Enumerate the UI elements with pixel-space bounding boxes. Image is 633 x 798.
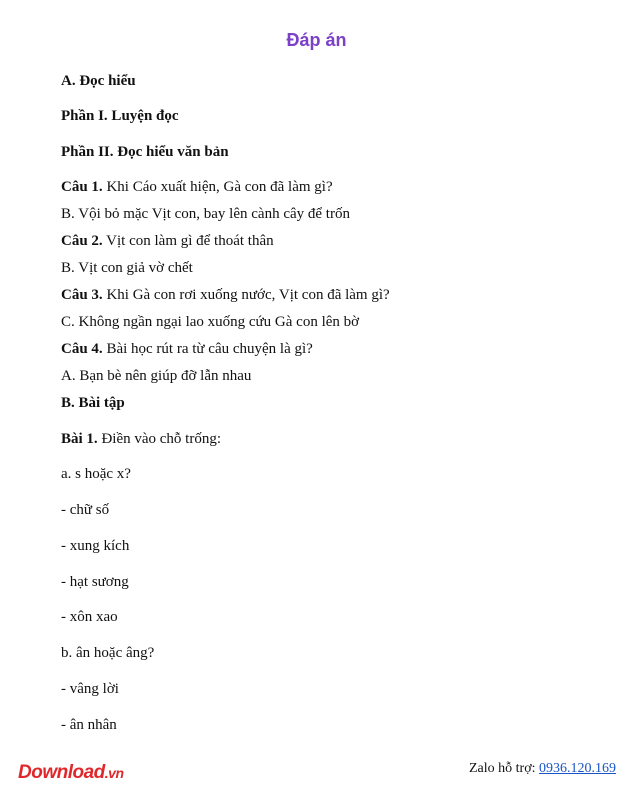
question-1: [61, 178, 333, 196]
section-b-heading: B. Bài tập: [61, 395, 125, 411]
question-text: Bài học rút ra từ câu chuyện là gì?: [102, 341, 313, 357]
download-logo[interactable]: [18, 762, 124, 784]
exercise-text: Điền vào chỗ trống:: [97, 431, 221, 447]
answer-1: B. Vội bỏ mặc Vịt con, bay lên cành cây để trốn: [61, 206, 350, 222]
exercise-part-a: a. s hoặc x?: [61, 466, 131, 482]
question-4: [61, 340, 313, 358]
part1-heading: Phần I. Luyện đọc: [61, 108, 179, 124]
question-label: Câu 1.: [61, 179, 103, 195]
answer-2: B. Vịt con giả vờ chết: [61, 260, 193, 276]
section-a-heading: A. Đọc hiểu: [61, 73, 136, 89]
question-2: [61, 232, 274, 250]
support-label: Zalo hỗ trợ:: [469, 761, 539, 776]
list-item: - xôn xao: [61, 609, 118, 625]
list-item: - ân nhân: [61, 717, 117, 733]
exercise-label: Bài 1.: [61, 431, 98, 447]
part2-heading: Phần II. Đọc hiểu văn bản: [61, 144, 229, 160]
support-contact: [469, 761, 616, 777]
question-label: Câu 2.: [61, 233, 103, 249]
question-text: Khi Gà con rơi xuống nước, Vịt con đã làm gì?: [102, 287, 390, 303]
list-item: - xung kích: [61, 538, 130, 554]
question-text: Vịt con làm gì để thoát thân: [102, 233, 274, 249]
list-item: - chữ số: [61, 502, 110, 518]
question-label: Câu 4.: [61, 341, 103, 357]
list-item: - hạt sương: [61, 574, 129, 590]
logo-main-text: Download: [18, 762, 105, 783]
list-item: - vâng lời: [61, 681, 119, 697]
answer-3: C. Không ngần ngại lao xuống cứu Gà con lên bờ: [61, 314, 360, 330]
question-text: Khi Cáo xuất hiện, Gà con đã làm gì?: [102, 179, 333, 195]
exercise-1: [61, 430, 221, 448]
page-title: Đáp án: [286, 30, 347, 50]
question-3: [61, 286, 390, 304]
logo-tld-text: .vn: [104, 765, 124, 781]
support-phone-link[interactable]: 0936.120.169: [539, 761, 616, 776]
exercise-part-b: b. ân hoặc âng?: [61, 645, 155, 661]
question-label: Câu 3.: [61, 287, 103, 303]
answer-4: A. Bạn bè nên giúp đỡ lẫn nhau: [61, 368, 252, 384]
